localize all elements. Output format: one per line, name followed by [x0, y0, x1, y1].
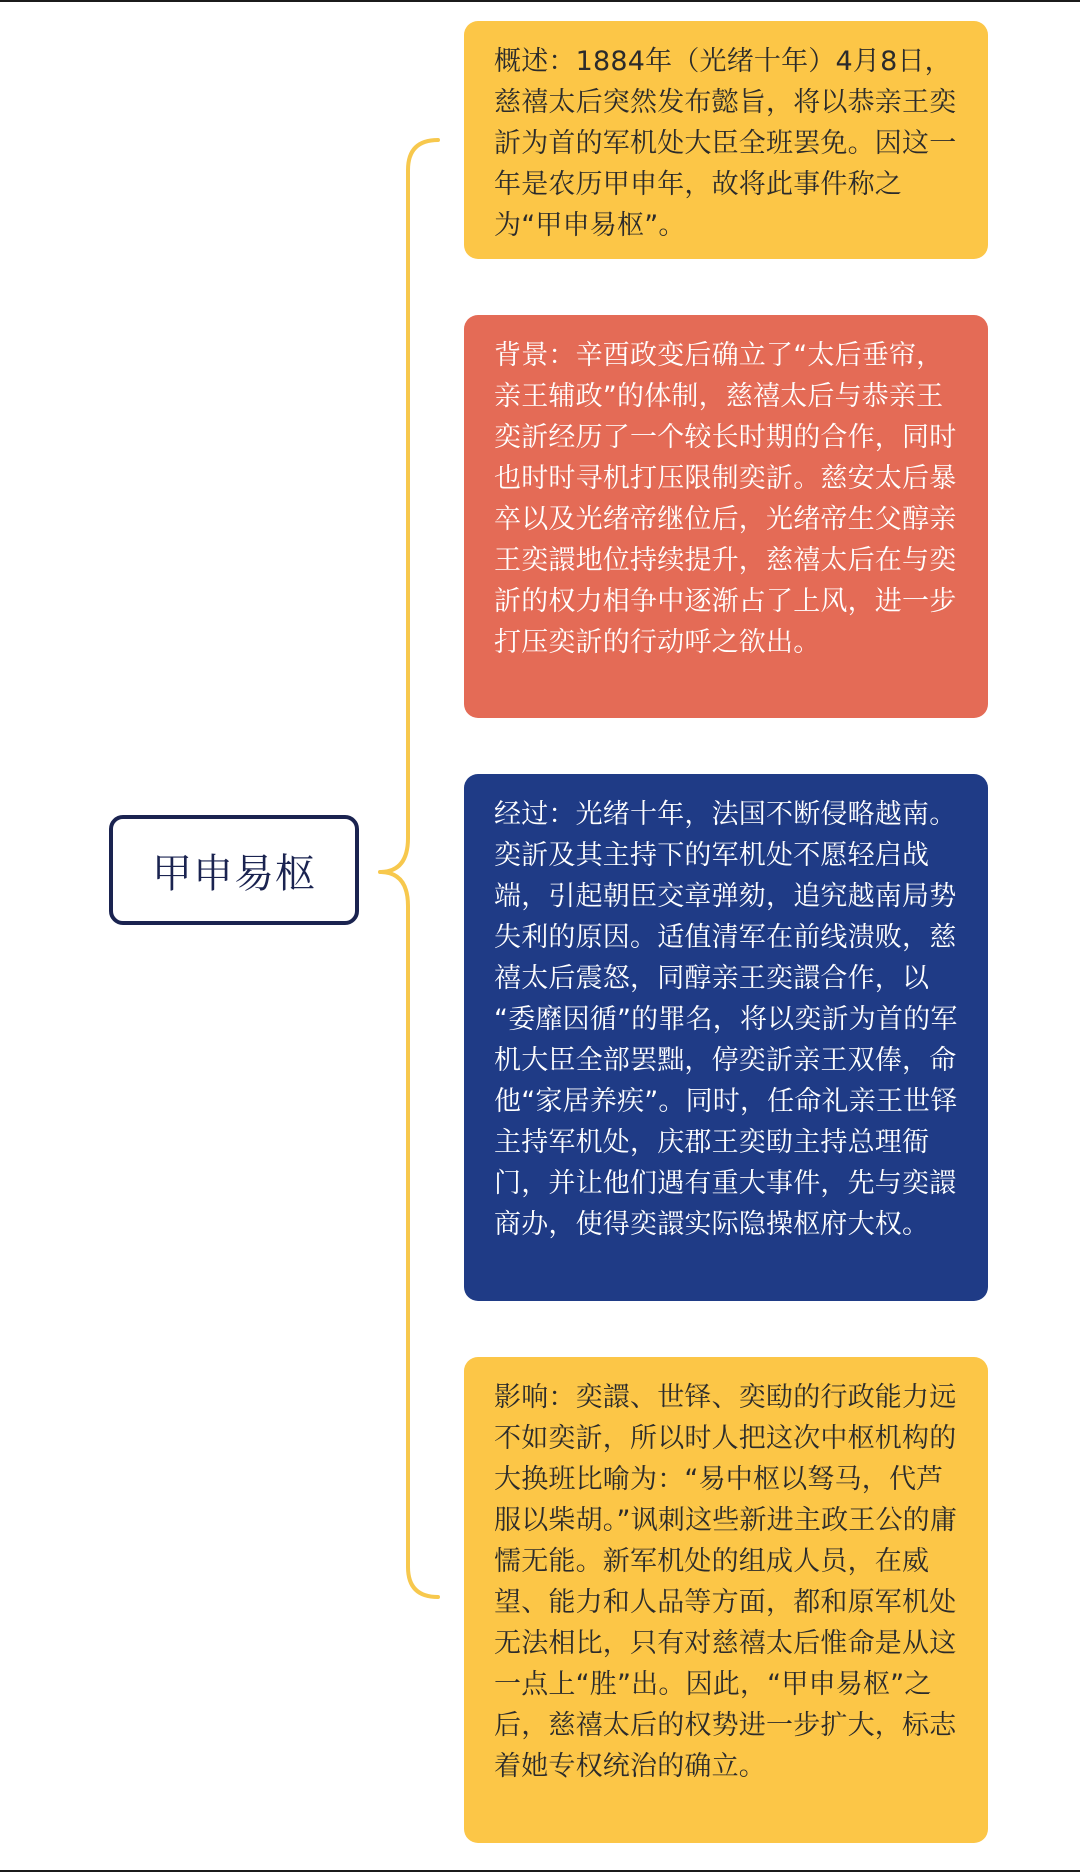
node-process-text: 经过：光绪十年，法国不断侵略越南。奕訢及其主持下的军机处不愿轻启战端，引起朝臣交章弹劾，追究越南局势失利的原因。适值清军在前线溃败，慈禧太后震怒，同醇亲王奕譞合作，以 “委靡因循”的罪名，将以奕訢为首的军机大臣全部罢黜，停奕訢亲王双俸，命他“家居养疾”。同时，任命礼亲王世铎主持军机处，庆郡王奕劻主持总理衙门，并让他们遇有重大事件，先与奕譞商办，使得奕譞实际隐操枢府大权。 [494, 799, 958, 1240]
node-background[interactable] [464, 315, 988, 718]
bracket-path [380, 140, 438, 1597]
node-overview-text: 概述：1884年（光绪十年）4月8日，慈禧太后突然发布懿旨，将以恭亲王奕訢为首的军机处大臣全班罢免。因这一年是农历甲申年，故将此事件称之为“甲申易枢”。 [494, 46, 957, 241]
root-label: 甲申易枢 [152, 850, 316, 897]
node-impact-text: 影响：奕譞、世铎、奕劻的行政能力远不如奕訢，所以时人把这次中枢机构的大换班比喻为：“易中枢以驽马，代芦服以柴胡。”讽刺这些新进主政王公的庸懦无能。新军机处的组成人员，在威望、能力和人品等方面，都和原军机处无法相比，只有对慈禧太后惟命是从这一点上“胜”出。因此，“甲申易枢”之后，慈禧太后的权势进一步扩大，标志着她专权统治的确立。 [494, 1382, 958, 1782]
node-background-text: 背景：辛酉政变后确立了“太后垂帘，亲王辅政”的体制，慈禧太后与恭亲王奕訢经历了一个较长时期的合作，同时也时时寻机打压限制奕訢。慈安太后暴卒以及光绪帝继位后，光绪帝生父醇亲王奕譞地位持续提升，慈禧太后在与奕訢的权力相争中逐渐占了上风，进一步打压奕訢的行动呼之欲出。 [494, 340, 957, 658]
node-process[interactable] [464, 774, 988, 1301]
mindmap-root-node[interactable] [109, 815, 359, 925]
node-overview[interactable] [464, 21, 988, 259]
node-impact[interactable] [464, 1357, 988, 1843]
